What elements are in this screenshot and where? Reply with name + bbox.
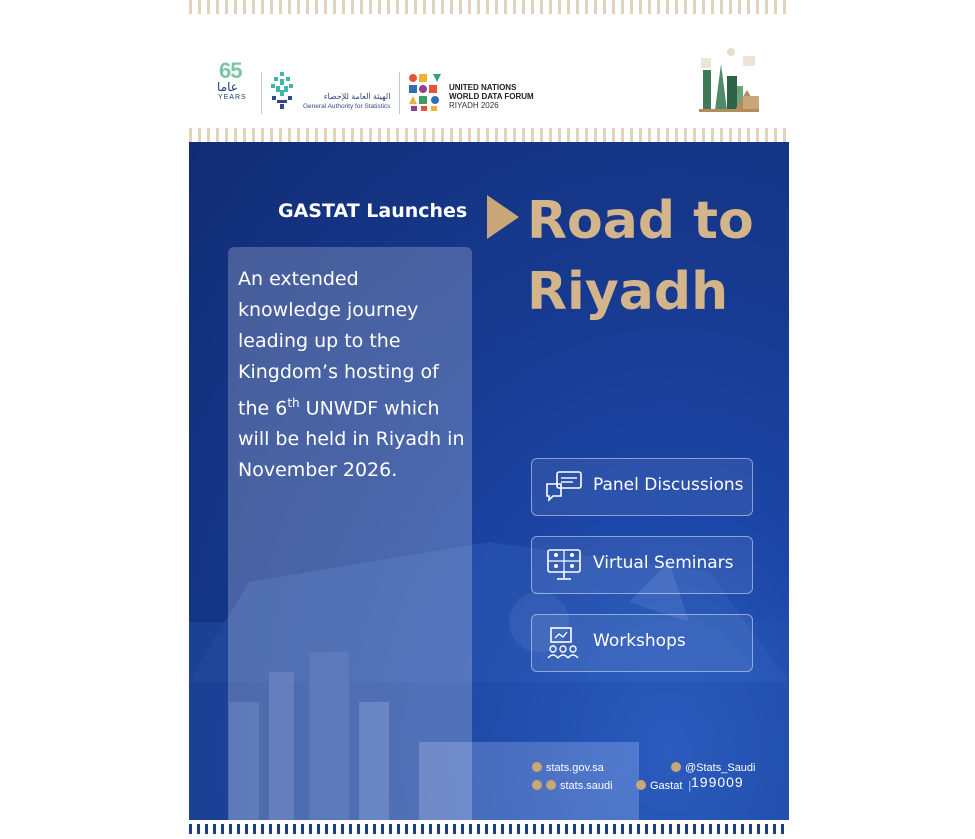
description-part2: UNWDF which will be held in Riyadh in November 2026. [238,397,465,482]
main-title [527,186,787,328]
bottom-ornament [189,820,789,839]
linkedin-icon [636,780,646,790]
panel-discussions-button[interactable] [531,458,753,516]
gastat-wordmark [303,92,390,112]
twitter-link[interactable] [671,762,756,774]
globe-icon [532,762,542,772]
separator: | [688,780,692,792]
gastat-arabic-name: الهيئة العامة للإحصاء [323,92,391,101]
un-line1: UNITED NATIONS [449,83,517,92]
riyadh-skyline-icon [699,46,759,112]
monitor-people-icon [545,548,583,582]
poster [189,0,789,839]
main-title-line2: Riyadh [527,262,729,322]
description-superscript: th [287,396,300,410]
website-text: stats.gov.sa [546,762,604,774]
workshops-label: Workshops [593,631,686,651]
facebook-link[interactable] [532,780,613,792]
chat-bubbles-icon [545,470,583,504]
divider [399,72,400,114]
years-arabic: عاما [217,80,238,94]
gastat-english-name: General Authority for Statistics [303,103,391,110]
top-ornament [189,0,789,14]
play-arrow-icon [487,195,519,239]
panel-discussions-label: Panel Discussions [593,475,744,495]
main-title-line1: Road to [527,191,754,251]
x-icon [671,762,681,772]
workshops-button[interactable] [531,614,753,672]
presentation-board-icon [545,626,583,660]
un-data-forum-logo-icon [407,72,443,112]
facebook-text: stats.saudi [560,780,613,792]
phone-number[interactable]: 199009 [691,774,744,790]
description-part1: An extended knowledge journey leading up to the Kingdom’s hosting of the 6 [238,268,439,420]
website-link[interactable] [532,762,604,774]
years-number: 65 [219,58,242,83]
divider [261,72,262,114]
instagram-icon [532,780,542,790]
launch-label: GASTAT Launches [278,200,468,222]
gastat-logo-icon [269,70,295,112]
un-line3: RIYADH 2026 [449,101,499,110]
linkedin-link[interactable] [636,780,697,792]
header-bottom-ornament [189,128,789,142]
years-label: YEARS [218,94,247,101]
main-panel [189,142,789,820]
virtual-seminars-button[interactable] [531,536,753,594]
description-text [238,264,466,486]
twitter-text: @Stats_Saudi [685,762,756,774]
facebook-icon [546,780,556,790]
linkedin-text: Gastat [650,780,683,792]
virtual-seminars-label: Virtual Seminars [593,553,734,573]
un-line2: WORLD DATA FORUM [449,92,534,101]
sixty-five-years-logo [217,58,253,104]
un-forum-wordmark [449,83,534,110]
